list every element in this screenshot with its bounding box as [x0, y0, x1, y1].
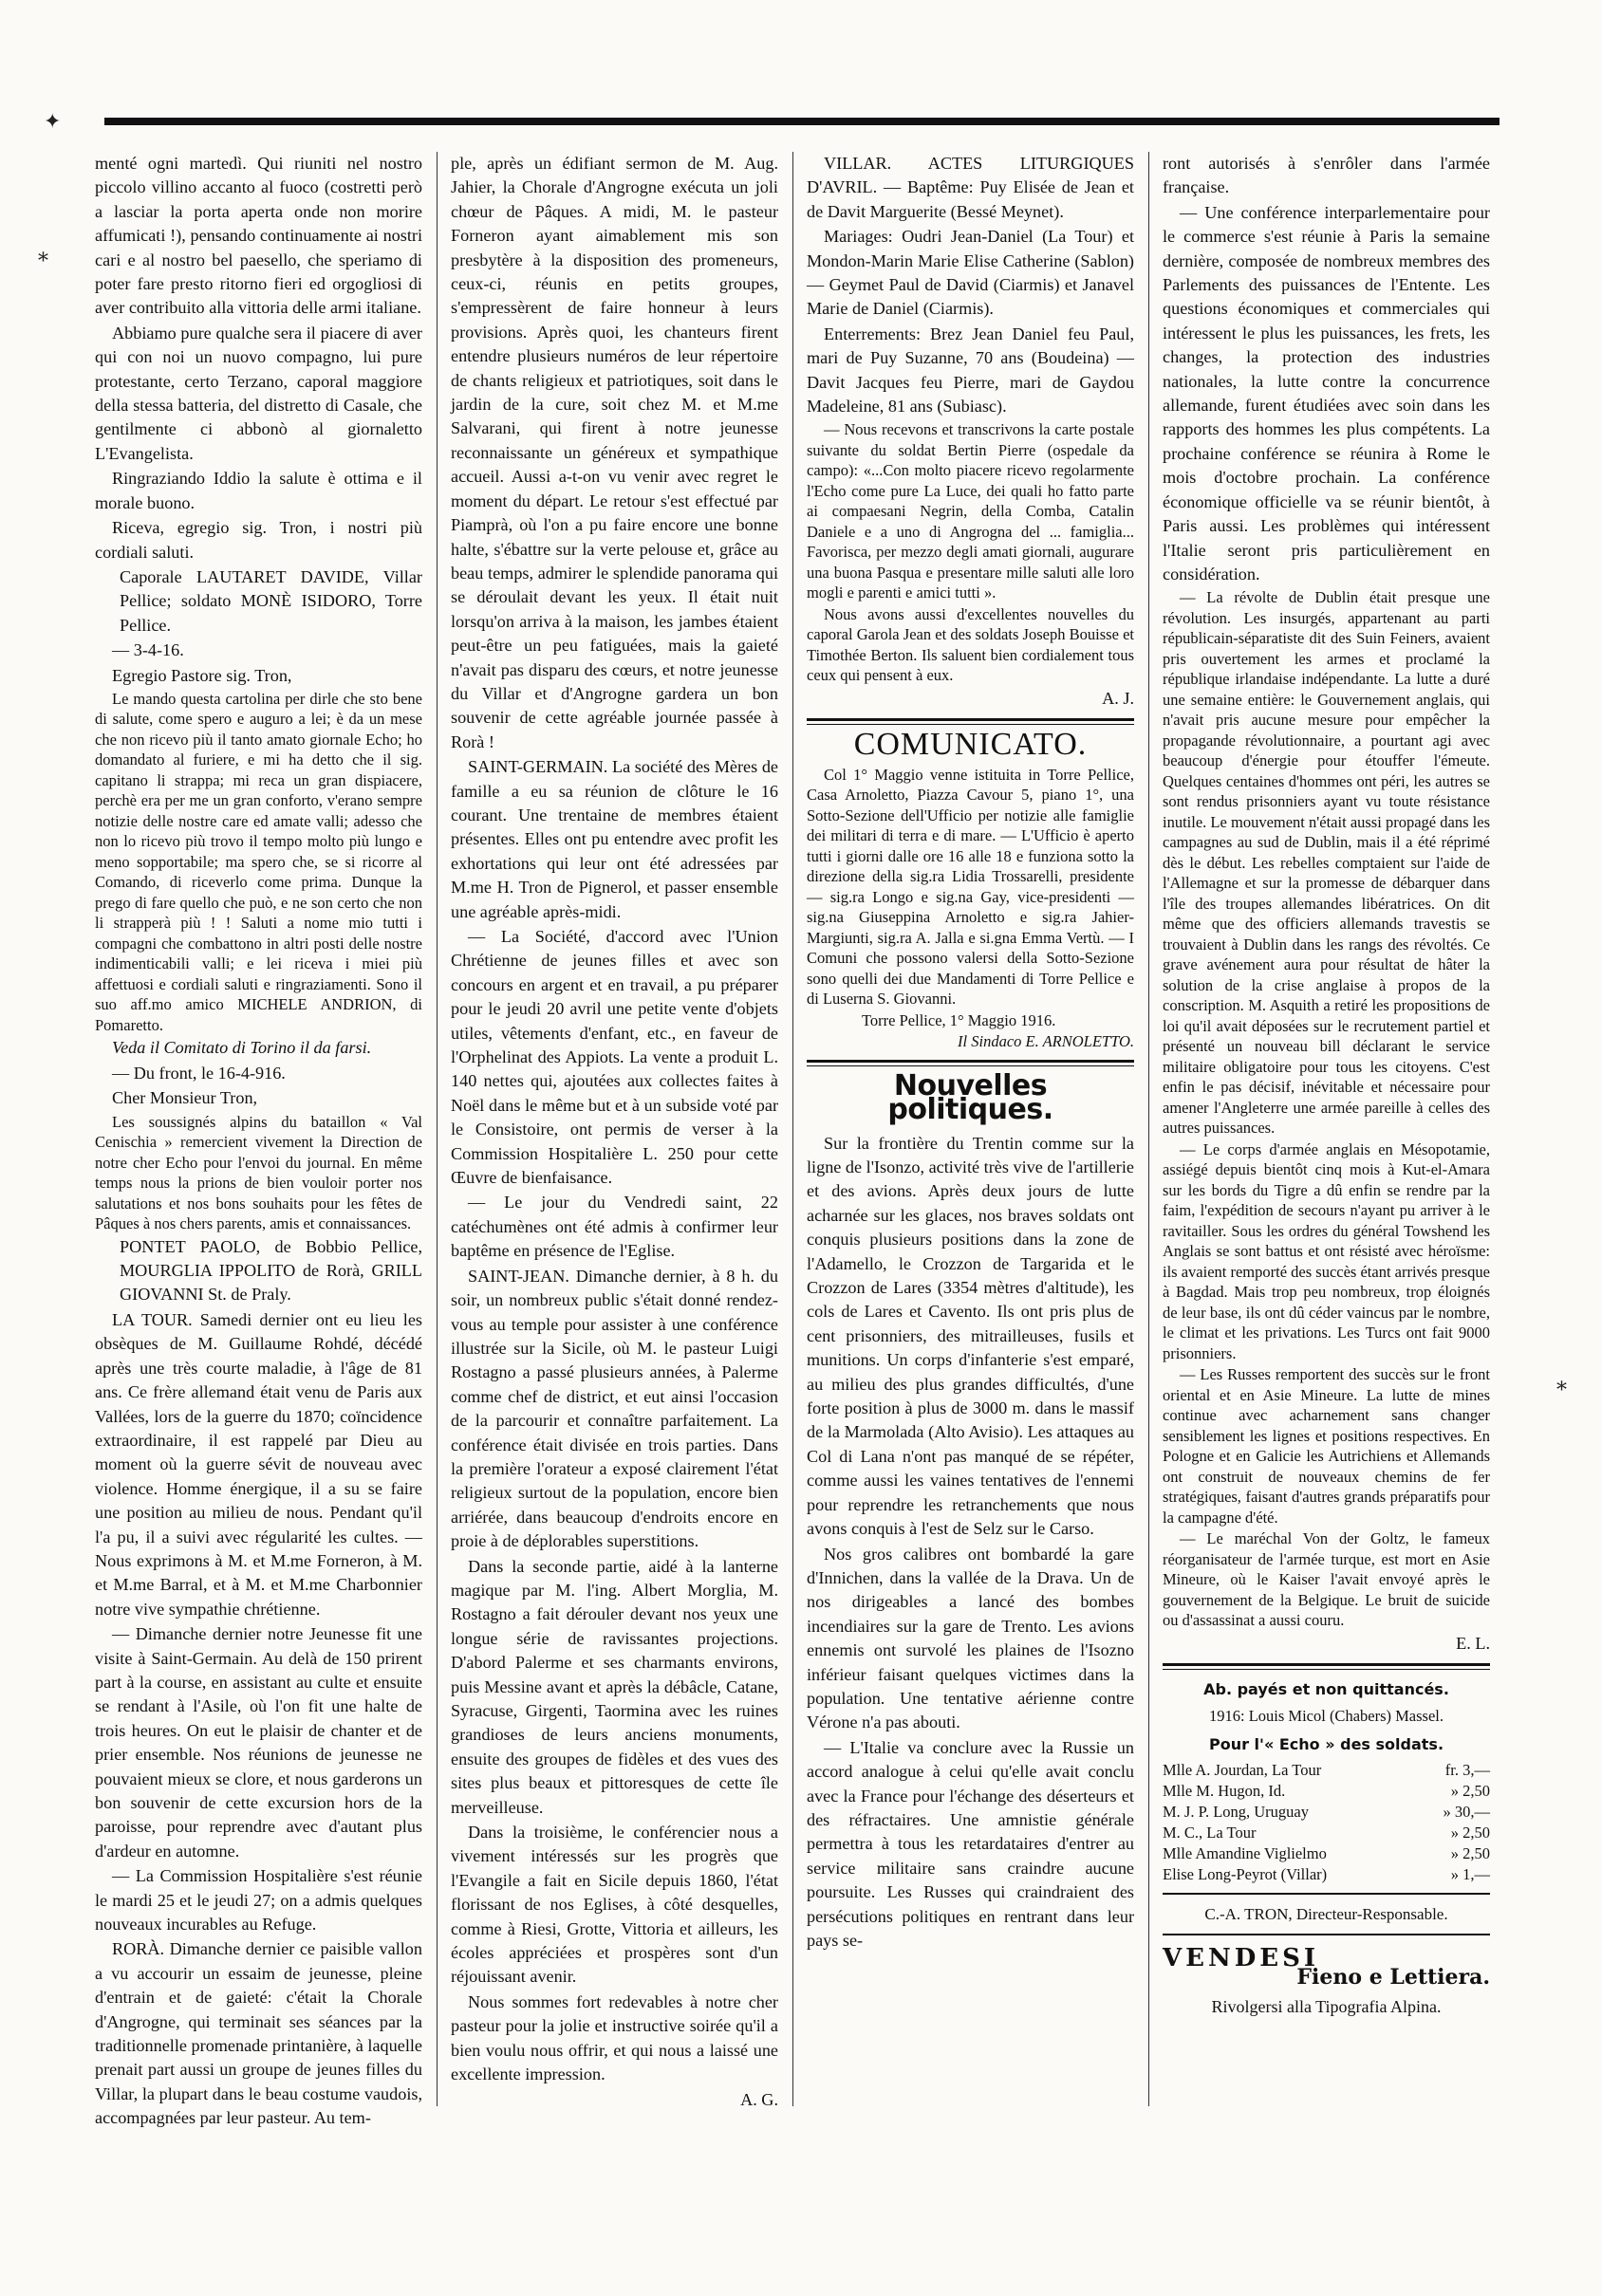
paragraph: LA TOUR. Samedi dernier ont eu lieu les obsèques de M. Guillaume Rohdé, décédé après une très courte maladie, à l'âge de 81 ans. Ce frère allemand était venu de Paris aux Vallées, lors de la guerre du 1870; coïncidence extraordinaire, il est rappelé par Dieu au moment où la guerre sévit de nouveau avec violence. Homme énergique, il a su se faire une position au milieu de nous. Pendant qu'il l'a pu, il a suivi avec régularité les cultes. — Nous exprimons à M. et M.me Forneron, à M. et M.me Barral, et à M. et M.me Charbonnier notre vive sympathie chrétienne.: [95, 1309, 422, 1619]
ad-contact: Rivolgersi alla Tipografia Alpina.: [1211, 1997, 1442, 2017]
margin-mark-icon: ✦: [44, 109, 62, 133]
donor-row: [1163, 1843, 1490, 1864]
column-1: [95, 152, 422, 2132]
paragraph: RORÀ. Dimanche dernier ce paisible vallon a vu accourir un essaim de jeunesse, pleine d'entrain et de gaieté: c'était la Chorale d'Angrogne, qui terminait ses séances par la traditionnelle promenade printanière, à laquelle prenait part aussi un groupe de jeunes filles du Villar, la plupart dans le beau costume vaudois, accompagnées par leur pasteur. Au tem-: [95, 1939, 422, 2128]
paragraph: Sur la frontière du Trentin comme sur la ligne de l'Isonzo, activité très vive de l'artillerie et des avions. Après deux jours de lutte acharnée sur les glaces, nos braves soldats ont conquis plusieurs positions dans la zone de l'Adamello, le Crozzon de Targarida et le Crozzon de Lares (3354 mètres d'altitude), les cols de Lares et Cavento. Ils ont pris plus de cent prisonniers, des mitrailleuses, fusils et munitions. Un corps d'infanterie s'est emparé, au milieu des plus grandes difficultés, d'une forte position à plus de 3000 m. dans le massif de la Marmolada (Alto Avisio). Les attaques au Col di Lana n'ont pas manqué de se répéter, comme aussi les vaines tentatives de l'ennemi pour reprendre les retranchements que nous avons conquis à l'est de Selz sur le Carso.: [807, 1133, 1134, 1539]
paragraph: menté ogni martedì. Qui riuniti nel nostro piccolo villino accanto al fuoco (costretti però a lasciar la porta aperta onde non morire affumicati !), pensando continuamente ai nostri cari e al nostro bel paesello, che speriamo di poter fare presto ritorno fieri ed orgogliosi di aver contribuito alla vittoria delle armi italiane.: [95, 154, 422, 318]
paragraph: — Une conférence interparlementaire pour le commerce s'est réunie à Paris la semaine dernière, composée de nombreux membres des Parlements des puissances de l'Entente. Les questions économiques et commerciales qui intéressent le plus les puissances, les frets, les changes, la protection des industries nationales, la lutte contre la concurrence allemande, furent étudiées avec soin dans les rapports des hommes les plus compétents. La prochaine conférence se réunira à Rome le mois d'octobre prochain. La conférence économique officielle va se réunir bientôt, à Paris aussi. Les problèmes qui intéressent l'Italie seront pris particulièrement en considération.: [1163, 202, 1490, 583]
comunicato-title: COMUNICATO.: [853, 727, 1088, 763]
paragraph: Nous sommes fort redevables à notre cher pasteur pour la jolie et instructive soirée qu'il a bien voulu nous offrir, et qui nous a laissé une excellente impression.: [451, 1991, 778, 2084]
director-line: C.-A. TRON, Directeur-Responsable.: [1204, 1905, 1448, 1924]
column-4: [1163, 152, 1490, 2020]
column-3: [807, 152, 1134, 1953]
abonnes-text: 1916: Louis Micol (Chabers) Massel.: [1208, 1706, 1444, 1725]
margin-mark-icon: ⁎: [38, 242, 48, 266]
paragraph: Les soussignés alpins du bataillon « Val Cenischia » remercient vivement la Direction de notre cher Echo pour l'envoi du journal. En même temps nous la prions de bien vouloir porter nos salutations et nos bons souhaits pour les fêtes de Pâques à nos chers parents, amis et connaissances.: [95, 1112, 422, 1233]
donor-row: [1163, 1802, 1490, 1823]
donor-name: Elise Long-Peyrot (Villar): [1163, 1865, 1328, 1884]
paragraph: Ringraziando Iddio la salute è ottima e il morale buono.: [95, 469, 422, 512]
donor-amount: » 2,50: [1450, 1844, 1490, 1863]
top-rule: [104, 118, 1500, 125]
paragraph: Dans la seconde partie, aidé à la lanterne magique par M. l'ing. Albert Morglia, M. Rostagno a fait dérouler devant nos yeux une longue série de ravissantes projections. D'abord Palerme et ses charmants environs, puis Messine avant et après la débâcle, Catane, Syracuse, Girgenti, Taormina avec les ruines grandioses de leurs anciens monuments, ensuite des groupes de fidèles et des vues des sites plus beaux et pittoresques de cette île merveilleuse.: [451, 1556, 778, 1817]
paragraph: SAINT-GERMAIN. La société des Mères de famille a eu sa réunion de clôture le 16 courant. Une trentaine de membres étaient présentes. Elles ont pu entendre avec profit les exhortations qui leur ont été adressées par M.me H. Tron de Pignerol, et passer ensemble une agréable après-midi.: [451, 757, 778, 921]
column-rule: [437, 152, 438, 2106]
column-rule: [792, 152, 793, 2106]
donor-name: Mlle M. Hugon, Id.: [1163, 1782, 1286, 1801]
signature: E. L.: [1456, 1633, 1490, 1653]
margin-mark-icon: ⁎: [1556, 1371, 1567, 1395]
abonnes-line: [1163, 1706, 1490, 1727]
editor-note: Veda il Comitato di Torino il da farsi.: [112, 1038, 372, 1058]
donor-name: M. C., La Tour: [1163, 1824, 1257, 1842]
paragraph: — Le maréchal Von der Goltz, le fameux réorganisateur de l'armée turque, est mort en Asie Mineure, où le Kaiser l'avait envoyé après le gouvernement de la Belgique. Le bruit de suicide ou d'assassinat a aussi couru.: [1163, 1529, 1490, 1630]
paragraph: SAINT-JEAN. Dimanche dernier, à 8 h. du soir, un nombreux public s'était donné rendez-vous au temple pour assister à une conférence illustrée sur la Sicile, où M. le pasteur Luigi Rostagno a passé plusieurs années, à Palerme comme chef de district, et eut ainsi l'occasion de la parcourir et connaître parfaitement. La conférence était divisée en trois parties. Dans la première l'orateur a exposé clairement l'état religieux surtout de la population, encore bien arriérée, dans beaucoup d'endroits encore en proie à de déplorables superstitions.: [451, 1266, 778, 1551]
donor-row: [1163, 1781, 1490, 1802]
signature: Caporale LAUTARET DAVIDE, Villar Pellice; soldato MONÈ ISIDORO, Torre Pellice.: [120, 566, 422, 635]
abonnes-title: Ab. payés et non quittancés.: [1203, 1680, 1449, 1699]
paragraph: Le mando questa cartolina per dirle che sto bene di salute, come spero e auguro a lei; è da un mese che non ricevo più il tanto amato giornale Echo; ho domandato al furiere, e mi ha detto che il sig. capitano li strappa; mi reca un gran dispiacere, perchè era per me un gran conforto, v'erano sempre notizie delle nostre care ed amate valli; adesso che non lo ricevo più trovo il tempo molto più lungo e meno sopportabile; ma spero che, se si ricorre al Comando, di riceverlo come prima. Dunque la prego di fare quello che può, e ne son certo che non li strapperà più ! ! Saluti a nome mio tutti i compagni che combattono in altri posti delle nostre indimenticabili valli; e lei riceva i miei più affettuosi e cordiali saluti e ringraziamenti. Sono il suo aff.mo amico MICHELE ANDRION, di Pomaretto.: [95, 689, 422, 1034]
paragraph: Enterrements: Brez Jean Daniel feu Paul, mari de Puy Suzanne, 70 ans (Boudeina) — Davit Jacques feu Pierre, mari de Gaydou Madeleine, 81 ans (Subiasc).: [807, 324, 1134, 417]
donor-amount: » 2,50: [1450, 1782, 1490, 1801]
donor-amount: fr. 3,—: [1444, 1761, 1490, 1780]
paragraph: — Le jour du Vendredi saint, 22 catéchumènes ont été admis à confirmer leur baptême en présence de l'Eglise.: [451, 1193, 778, 1261]
soldats-title: Pour l'« Echo » des soldats.: [1208, 1734, 1444, 1753]
paragraph: — Les Russes remportent des succès sur le front oriental et en Asie Mineure. La lutte de mines continue avec acharnement sans changer sensiblement les lignes et positions respectives. En Pologne et en Galicie les Autrichiens et Allemands ont construit de nouveaux chemins de fer stratégiques, faisant d'autres grands préparatifs pour la campagne d'été.: [1163, 1365, 1490, 1527]
paragraph: ront autorisés à s'enrôler dans l'armée française.: [1163, 154, 1490, 197]
paragraph: Abbiamo pure qualche sera il piacere di aver qui con noi un nuovo compagno, lui pure protestante, certo Terzano, caporal maggiore della stessa batteria, del distretto di Casale, che gentilmente ci abbonò al giornaletto L'Evangelista.: [95, 323, 422, 463]
donor-row: [1163, 1864, 1490, 1885]
signature: PONTET PAOLO, de Bobbio Pellice, MOURGLIA IPPOLITO de Rorà, GRILL GIOVANNI St. de Praly.: [120, 1236, 422, 1305]
paragraph: Nos gros calibres ont bombardé la gare d'Innichen, dans la vallée de la Drava. Un de nos dirigeables a lancé des bombes incendiaires sur la gare de Trento. Les avions ennemis ont survolé les plaines de l'Isozno inférieur faisant quelques victimes dans la population. Une tentative aérienne contre Vérone n'a pas abouti.: [807, 1544, 1134, 1732]
paragraph: — La Commission Hospitalière s'est réunie le mardi 25 et le jeudi 27; on a admis quelques nouveaux incurables au Refuge.: [95, 1866, 422, 1935]
column-rule: [1148, 152, 1149, 2106]
section-rule: [807, 1060, 1134, 1066]
comunicato-body: Col 1° Maggio venne istituita in Torre Pellice, Casa Arnoletto, Piazza Cavour 5, piano 1°, una Sotto-Sezione dell'Ufficio per notizie alle famiglie dei militari di terra e di mare. — L'Ufficio è aperto tutti i giorni dalle ore 16 alle 18 e funziona sotto la direzione della sig.ra Lidia Trossarelli, presidente — sig.ra Longo e sig.na Gay, vice-presidenti — sig.na Giuseppina Arnoletto e sig.ra Jahier-Margiunti, sig.ra A. Jalla e si.gna Emma Vertù. — I Comuni che possono valersi della Sotto-Sezione sono quelli dei due Mandamenti di Torre Pellice e di Luserna S. Giovanni.: [807, 765, 1134, 1009]
donor-amount: » 2,50: [1450, 1824, 1490, 1842]
paragraph: VILLAR. ACTES LITURGIQUES D'AVRIL. — Baptême: Puy Elisée de Jean et de Davit Marguerite (Bessé Meynet).: [807, 154, 1134, 221]
paragraph: Mariages: Oudri Jean-Daniel (La Tour) et Mondon-Marin Marie Elise Catherine (Sablon) — Geymet Paul de David (Ciarmis) et Janavel Marie de Daniel (Ciarmis).: [807, 227, 1134, 319]
section-rule: [1163, 1893, 1490, 1895]
politiques-title: Nouvelles politiques.: [887, 1068, 1053, 1127]
salutation: Cher Monsieur Tron,: [112, 1088, 258, 1108]
section-rule: [1163, 1663, 1490, 1670]
dateline: — Du front, le 16-4-916.: [112, 1063, 286, 1083]
column-2: [451, 152, 778, 2113]
paragraph: — Le corps d'armée anglais en Mésopotamie, assiégé depuis bientôt cinq mois à Kut-el-Amara sur les bords du Tigre a dû enfin se rendre par la faim, l'expédition de secours n'ayant pu arriver à le ravitailler. Sous les ordres du général Towshend les Anglais se sont battus et ont résisté avec héroïsme: ils avaient remporté des succès étant arrivés presque à Bagdad. Mais trop peu nombreux, trop éloignés de leur base, ils ont dû céder vaincus par le nombre, le climat et les privations. Les Turcs ont fait 9000 prisonniers.: [1163, 1139, 1490, 1362]
ad-subtitle: Fieno e Lettiera.: [1296, 1964, 1490, 1990]
comunicato-sign: Il Sindaco E. ARNOLETTO.: [958, 1032, 1134, 1051]
donor-amount: » 30,—: [1443, 1803, 1490, 1822]
donor-row: [1163, 1823, 1490, 1843]
paragraph: — La révolte de Dublin était presque une révolution. Les insurgés, appartenant au parti républicain-séparatiste dit des Suin Feiners, avaient pris ouvertement les armes et proclamé la république irlandaise indépendante. La lutte a duré une semaine entière: le Gouvernement anglais, qui n'avait pris aucune mesure pour empêcher la propagande révolutionnaire, a pourtant agi avec beaucoup d'énergie pour étouffer l'émeute. Quelques centaines d'hommes ont péri, les autres se sont rendus prisonniers ayant vu toute résistance inutile. Le mouvement n'était aussi propagé dans les campagnes au sud de Dublin, mais il a été réprimé dès le début. Les rebelles comptaient sur l'aide de l'Allemagne et sur la promesse de débarquer dans l'île des troupes allemandes libératrices. On dit même que des officiers allemands travestis se trouvaient à Dublin dans les rangs des révoltés. Ce grave avénement aura pour résultat de hâter la solution de la crise anglaise à propos de la conscription. M. Asquith a retiré les propositions de loi qu'il avait déposées sur le recrutement partiel et présenté un nouveau bill déclarant le service militaire obligatoire pour tous les citoyens. C'est enfin le pas décisif, inévitable et nécessaire pour amener l'Angleterre une armée pareille à celles des autres puissances.: [1163, 588, 1490, 1138]
paragraph: — L'Italie va conclure avec la Russie un accord analogue à celui qu'elle avait conclu avec la France pour l'échange des déserteurs et des réfractaires. Une amnistie générale permettra à tous les retardataires d'entrer au service militaire sans craindre aucune poursuite. Les Russes qui craindraient des persécutions politiques en rentrant dans leur pays se-: [807, 1737, 1134, 1950]
paragraph: — La Société, d'accord avec l'Union Chrétienne de jeunes filles et avec son concours en argent et en travail, a pu préparer pour le jeudi 20 avril une petite vente d'objets utiles, vêtements d'enfant, etc., en faveur de l'Orphelinat des Appiots. La vente a produit L. 140 nettes qui, ajoutées aux collectes faites à Noël dans le même but et à un subside voté par le Consistoire, ont permis de verser à la Commission Hospitalière L. 250 pour cette Œuvre de bienfaisance.: [451, 927, 778, 1188]
paragraph: ple, après un édifiant sermon de M. Aug. Jahier, la Chorale d'Angrogne exécuta un joli chœur de Pâques. A midi, M. le pasteur Forneron ayant aimablement mis son presbytère à la disposition des promeneurs, ceux-ci, réunis en petits groupes, s'empressèrent de faire honneur à leurs provisions. Après quoi, les chanteurs firent entendre plusieurs numéros de leur répertoire de chants religieux et patriotiques, soit dans le jardin de la cure, soit chez M. et M.me Salvarani, qui firent à notre jeunesse reconnaissante un généreux et sympathique accueil. Aussi a-t-on vu venir avec regret le moment du départ. Le retour s'est effectué par Piamprà, où l'on a pu faire encore une bonne halte, s'ébattre sur la verte pelouse et, grâce au beau temps, admirer le splendide panorama qui se déroulait devant les yeux. Il était nuit lorsqu'on arriva à la maison, les jambes étaient peut-être un peu fatiguées, mais la gaieté n'avait pas disparu des cœurs, et notre jeunesse du Villar et d'Angrogne gardera un bon souvenir de cette agréable journée passée à Rorà !: [451, 154, 778, 751]
donor-name: Mlle A. Jourdan, La Tour: [1163, 1761, 1322, 1780]
dateline: — 3-4-16.: [112, 640, 184, 660]
paragraph: Riceva, egregio sig. Tron, i nostri più cordiali saluti.: [95, 518, 422, 562]
paragraph: Dans la troisième, le conférencier nous a vivement intéressés sur les progrès que l'Evangile a fait en Sicile depuis 1860, l'état florissant de nos Eglises, à côté desquelles, comme à Riesi, Grotte, Vittoria et ailleurs, les écoles appréciées et prospères sont d'un réjouissant avenir.: [451, 1823, 778, 1987]
salutation: Egregio Pastore sig. Tron,: [112, 665, 292, 685]
donor-name: Mlle Amandine Viglielmo: [1163, 1844, 1327, 1863]
donor-row: [1163, 1760, 1490, 1781]
paragraph: — Nous recevons et transcrivons la carte postale suivante du soldat Bertin Pierre (ospedale da campo): «...Con molto piacere ricevo regolarmente l'Echo come pure La Luce, dei quali ho fatto parte ai compaesani Negrin, della Comba, Catalin Daniele e a uno di Angrogna del ... famiglia... Favorisca, per mezzo degli amati giornali, augurare una buona Pasqua e presentare mille saluti alle loro mogli e parenti e amici tutti ».: [807, 420, 1134, 602]
ad-title: VENDESI: [1163, 1944, 1320, 1973]
donor-amount: » 1,—: [1450, 1865, 1490, 1884]
paragraph: Nous avons aussi d'excellentes nouvelles du caporal Garola Jean et des soldats Joseph Bouisse et Timothée Berton. Ils saluent bien cordialement tous ceux qui pensent à eux.: [807, 604, 1134, 685]
comunicato-date: Torre Pellice, 1° Maggio 1916.: [862, 1010, 1056, 1029]
signature: A. G.: [740, 2089, 778, 2109]
signature: A. J.: [1102, 688, 1134, 708]
section-rule: [807, 718, 1134, 725]
donor-name: M. J. P. Long, Uruguay: [1163, 1803, 1310, 1822]
paragraph: — Dimanche dernier notre Jeunesse fit une visite à Saint-Germain. Au delà de 150 prirent part à la course, en assistant au culte et ensuite se rendant à l'Asile, où l'on fit une halte de trois heures. On eut le plaisir de chanter et de prier ensemble. Nos réunions de jeunesse ne pouvaient mieux se clore, et nous garderons un bon souvenir de cette excursion hors de la paroisse, pour reprendre avec d'autant plus d'ardeur en automne.: [95, 1624, 422, 1861]
section-rule: [1163, 1934, 1490, 1935]
